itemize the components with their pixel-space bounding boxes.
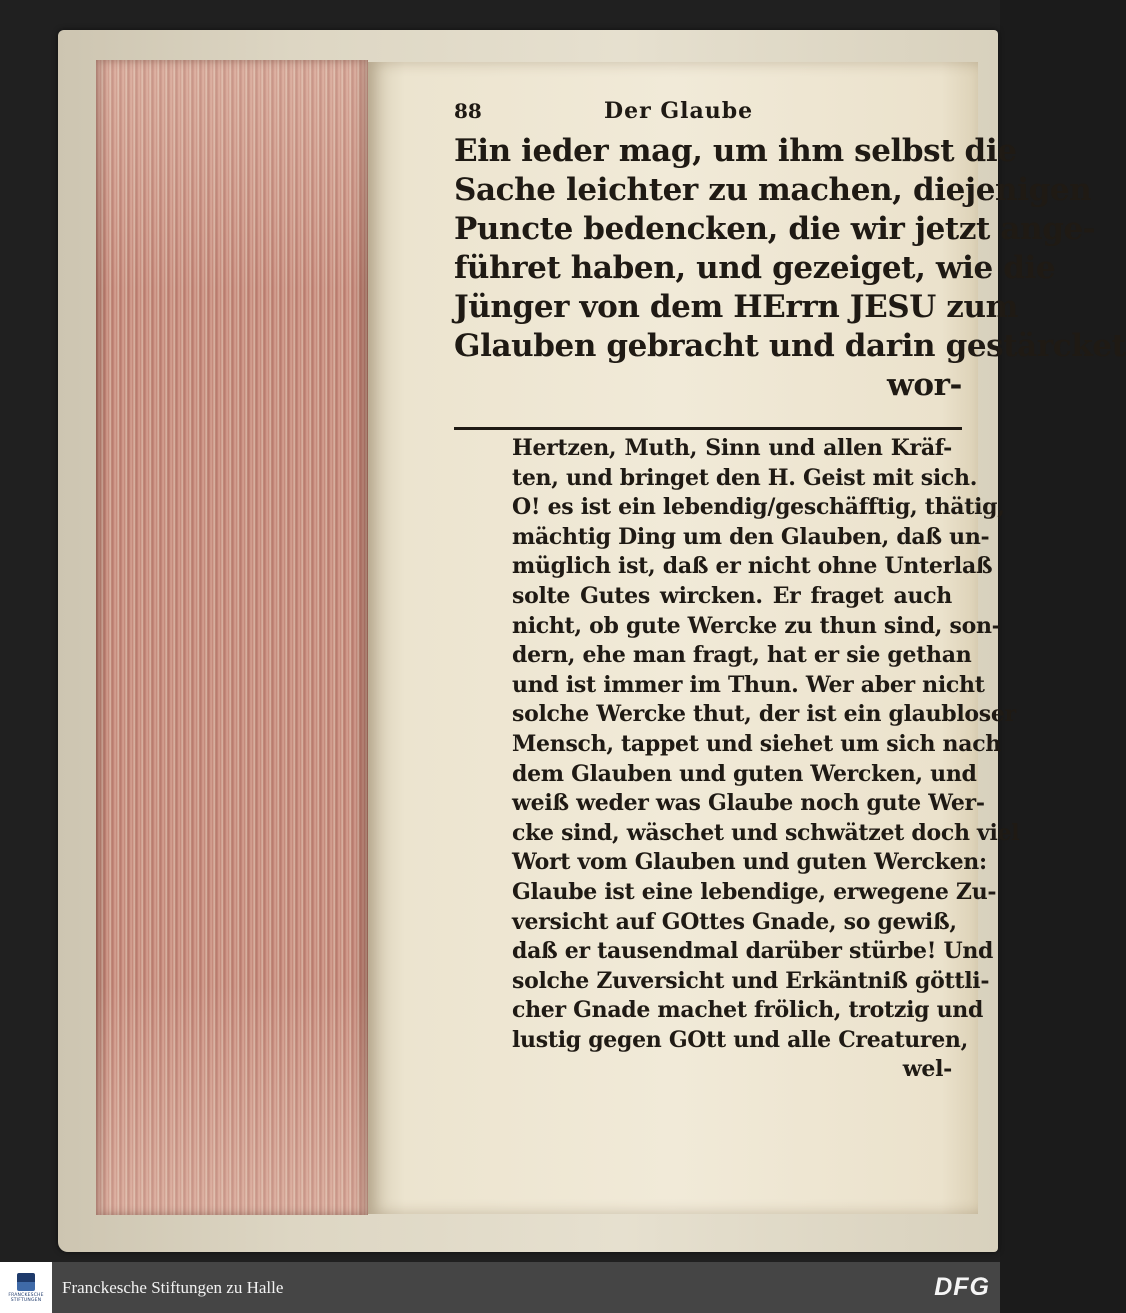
footnote-line: Mensch, tappet und siehet um sich nach bbox=[512, 730, 1001, 757]
footnote-block bbox=[512, 434, 1020, 1085]
main-text-line: führet haben, und gezeiget, wie die bbox=[454, 250, 1056, 286]
footnote-line: O! es ist ein lebendig/geschäfftig, thätig, bbox=[512, 494, 1005, 521]
main-text-line: Sache leichter zu machen, diejenigen bbox=[454, 172, 1092, 208]
footnote-line: Glaube ist eine lebendige, erwegene Zu- bbox=[512, 878, 997, 905]
book-page bbox=[368, 62, 1126, 1214]
footnote-line: Hertzen, Muth, Sinn und allen Kräf- bbox=[512, 435, 952, 461]
footnote-rule bbox=[454, 427, 962, 430]
footnote-line: solche Wercke thut, der ist ein glaubloser bbox=[512, 701, 1016, 728]
building-icon bbox=[17, 1273, 35, 1291]
main-text-line: Glauben gebracht und darin gestärcket bbox=[454, 328, 1126, 364]
franckesche-stiftungen-logo[interactable] bbox=[0, 1262, 52, 1313]
footnote-line: nicht, ob gute Wercke zu thun sind, son- bbox=[512, 612, 1001, 639]
logo-caption-line: STIFTUNGEN bbox=[10, 1297, 42, 1303]
footnote-line: versicht auf GOttes Gnade, so gewiß, bbox=[512, 908, 957, 935]
footnote-line: mächtig Ding um den Glauben, daß un- bbox=[512, 523, 990, 550]
page-number: 88 bbox=[454, 99, 482, 123]
footnote-line: und ist immer im Thun. Wer aber nicht bbox=[512, 671, 985, 698]
footnote-line: dem Glauben und guten Wercken, und bbox=[512, 760, 977, 787]
viewer-footer bbox=[0, 1262, 1000, 1313]
main-text bbox=[454, 132, 1126, 405]
footnote-line: ten, und bringet den H. Geist mit sich. bbox=[512, 464, 978, 491]
dfg-logo[interactable]: DFG bbox=[934, 1273, 990, 1301]
logo-caption-line: FRANCKESCHE bbox=[8, 1292, 44, 1298]
page-edges bbox=[96, 60, 368, 1215]
footnote-line: lustig gegen GOtt und alle Creaturen, bbox=[512, 1026, 968, 1053]
footnote-line: solte Gutes wircken. Er fraget auch bbox=[512, 582, 952, 609]
holding-institution: Franckesche Stiftungen zu Halle bbox=[62, 1277, 284, 1297]
logo-caption bbox=[8, 1293, 43, 1303]
footnote-line: cher Gnade machet frölich, trotzig und bbox=[512, 997, 984, 1024]
footnote-line: müglich ist, daß er nicht ohne Unterlaß bbox=[512, 553, 993, 580]
main-text-line: Jünger von dem HErrn JESU zum bbox=[454, 289, 1019, 325]
catchword: wor- bbox=[887, 367, 962, 403]
main-text-line: Puncte bedencken, die wir jetzt ange- bbox=[454, 211, 1096, 247]
footnote-line: Wort vom Glauben und guten Wercken: bbox=[512, 849, 987, 876]
main-text-line: Ein ieder mag, um ihm selbst die bbox=[454, 133, 1017, 169]
footnote-line: weiß weder was Glaube noch gute Wer- bbox=[512, 790, 985, 817]
footnote-line: dern, ehe man fragt, hat er sie gethan bbox=[512, 642, 972, 669]
running-head: Der Glaube bbox=[604, 98, 754, 124]
page-header bbox=[454, 98, 962, 132]
footnote-line: cke sind, wäschet und schwätzet doch viel bbox=[512, 819, 1020, 846]
footnote-catchword: wel- bbox=[902, 1056, 952, 1083]
page-content bbox=[454, 98, 1126, 1085]
footnote-line: daß er tausendmal darüber stürbe! Und bbox=[512, 938, 994, 965]
footnote-line: solche Zuversicht und Erkäntniß göttli- bbox=[512, 967, 990, 994]
